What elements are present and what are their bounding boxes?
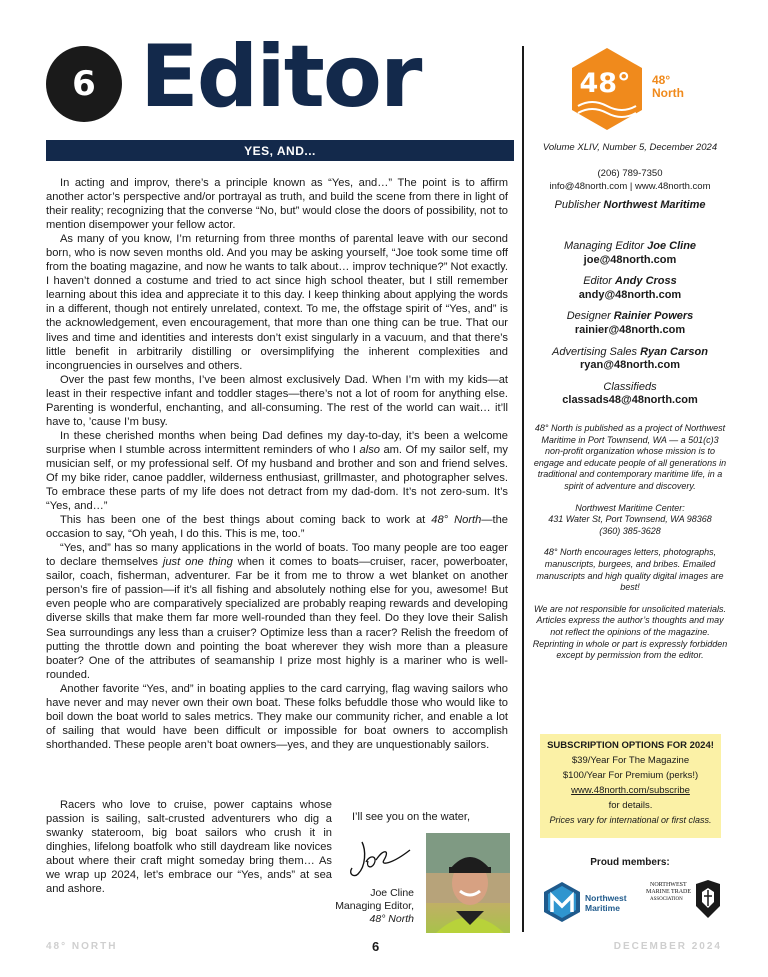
footer-publication: 48° NORTH bbox=[46, 941, 118, 952]
subscription-title: SUBSCRIPTION OPTIONS FOR 2024! bbox=[547, 740, 714, 751]
article-paragraph: In these cherished months when being Dad defines my day-to-day, it’s been a welcome surprise when I stumble across intermittent reminders of who I also am. Of my sailor self, my musician self, or my professional self. Of my husband and brother and son and friend selves. Of my bike rider, canoe paddler, wilderness enthusiast, grillmaster, and photographer selves. To embrace these parts of my life does not detract from my dad-dom. It’s not zero-sum. It’s “Yes, and…” bbox=[46, 429, 508, 513]
contact-info bbox=[532, 167, 728, 193]
svg-text:Maritime: Maritime bbox=[585, 903, 620, 913]
article-body bbox=[46, 176, 508, 752]
staff-email: andy@48north.com bbox=[578, 288, 682, 301]
subscription-note: Prices vary for international or first class. bbox=[549, 815, 712, 825]
author-title: Managing Editor, bbox=[335, 900, 414, 912]
closing-line: I’ll see you on the water, bbox=[352, 811, 471, 823]
staff-email: rainier@48north.com bbox=[574, 323, 686, 336]
subscription-option: $39/Year For The Magazine bbox=[571, 755, 690, 766]
author-photo bbox=[426, 833, 510, 933]
48-north-logo-icon bbox=[568, 46, 646, 132]
northwest-maritime-logo-icon bbox=[542, 880, 634, 924]
subscription-option: $100/Year For Premium (perks!) bbox=[562, 770, 699, 781]
section-heading: YES, AND... bbox=[46, 140, 514, 161]
about-submissions: 48° North encourages letters, photographs, manuscripts, burgees, and bribes. Emailed manuscripts and high quality digital images are best! bbox=[536, 547, 724, 593]
article-paragraph: Racers who love to cruise, power captains whose passion is sailing, salt-crusted adventurers who dig a swanky stateroom, big boat sailors who crush it in dinghies, lifelong boatfolk who still daydream like novices about where their craft might someday bring them… As we wrap up 2024, let’s embrace our “Yes, ands” at sea and ashore. bbox=[46, 799, 332, 896]
column-divider bbox=[522, 46, 524, 932]
page-title: Editor bbox=[140, 27, 421, 127]
svg-text:NORTHWEST: NORTHWEST bbox=[650, 882, 687, 888]
publisher-line: Publisher Northwest Maritime bbox=[554, 199, 706, 211]
footer-page-number: 6 bbox=[372, 939, 380, 954]
proud-members-label: Proud members: bbox=[590, 857, 670, 868]
center-address: Northwest Maritime Center: 431 Water St, Port Townsend, WA 98368 (360) 385-3628 bbox=[548, 502, 712, 536]
marine-trade-association-logo-icon bbox=[644, 876, 724, 924]
article-paragraph: As many of you know, I’m returning from three months of parental leave with our second born, who is now seven months old. And you may be asking yourself, “Joe took some time off from the boating magazine, and now he wants to talk about… improv technique?” Not exactly. I haven’t donned a costume and tried to act since high school theater, but I still remember learning about this idea and appreciate it to this day. I keep thinking about applying the words in a different, though not entirely unrelated, context. To me, the offstage spirit of “Yes, and” is the acknowledgement, even encouragement, that more than one thing can be true. That our lives and time and identities and interests don’t exist singularly in a vacuum, and that there’s little benefit in arbitrarily distilling or oversimplifying the inherent complexities and incongruencies in ourselves and others. bbox=[46, 233, 508, 372]
article-body-narrow bbox=[46, 798, 332, 896]
article-paragraph: Another favorite “Yes, and” in boating applies to the card carrying, flag waving sailors who have never and may never own their own boat. These folks befuddle those who would like to boil down the boat world to sales metrics. They make our community richer, and enable a lot of sailing that would have been difficult or impossible for boat owners to accomplish shorthanded. These people aren’t boat owners—yes, and they are unquestionably sailors. bbox=[46, 682, 508, 751]
subscription-box bbox=[540, 734, 721, 838]
staff-email: joe@48north.com bbox=[583, 253, 677, 266]
svg-text:48°: 48° bbox=[579, 68, 631, 99]
subscription-details: for details. bbox=[608, 800, 653, 811]
staff-entry: Managing Editor Joe Cline joe@48north.com bbox=[532, 240, 728, 267]
staff-entry: Editor Andy Cross andy@48north.com bbox=[532, 275, 728, 302]
staff-entry: Advertising Sales Ryan Carson ryan@48north.com bbox=[532, 346, 728, 373]
article-paragraph: In acting and improv, there’s a principle known as “Yes, and…” The point is to affirm another actor’s perspective and/or portrayal as truth, and build the scene from there in light of their reality; recognizing that the converse “No, but” would close the doors of possibility, not to mention disempower your fellow actor. bbox=[46, 177, 508, 232]
author-publication: 48° North bbox=[369, 913, 414, 925]
subscribe-link[interactable]: www.48north.com/subscribe bbox=[571, 785, 690, 796]
staff-email: classads48@48north.com bbox=[562, 394, 698, 407]
staff-email: ryan@48north.com bbox=[580, 359, 680, 372]
svg-text:ASSOCIATION: ASSOCIATION bbox=[650, 897, 683, 902]
staff-entry: Classifieds classads48@48north.com bbox=[532, 381, 728, 408]
staff-entry: Designer Rainier Powers rainier@48north.com bbox=[532, 310, 728, 337]
footer-issue-date: DECEMBER 2024 bbox=[613, 941, 722, 952]
staff-list bbox=[532, 240, 728, 416]
signature-block bbox=[318, 887, 414, 926]
svg-text:MARINE TRADE: MARINE TRADE bbox=[646, 889, 692, 895]
person-photo-icon bbox=[426, 833, 510, 933]
contact-emails: info@48north.com | www.48north.com bbox=[549, 181, 711, 192]
svg-text:Northwest: Northwest bbox=[585, 893, 627, 903]
volume-info: Volume XLIV, Number 5, December 2024 bbox=[542, 142, 718, 153]
phone-number: (206) 789-7350 bbox=[597, 168, 663, 179]
page-number-badge: 6 bbox=[46, 46, 122, 122]
logo-wordmark: 48° North bbox=[652, 73, 684, 100]
about-disclaimer: We are not responsible for unsolicited materials. Articles express the author’s thoughts and may not reflect the opinions of the magazine. Reprinting in whole or part is expressly forbidden except by permission from the editor. bbox=[532, 603, 728, 661]
article-paragraph: “Yes, and” has so many applications in the world of boats. Too many people are too eager to declare themselves just one thing when it comes to boats—cruiser, racer, powerboater, sailor, coach, fisherman, adventurer. Far be it from me to throw a wet blanket on another person’s fire of passion—if it’s all fishing and absolutely nothing else for you, awesome! But even people who are comparatively specialized are probably reaping rewards and developing diverse skills that make them far more well-rounded than they feel. Do they love their Salish Sea surroundings any less than a cruiser? Optimize less than a racer? Relish the freedom of putting the throttle down and pointing the boat wherever they wish more than a pleasure boater? One of the attributes of seamanship I prize most highly is a mariner who is well-rounded. bbox=[46, 542, 508, 681]
about-mission: 48° North is published as a project of Northwest Maritime in Port Townsend, WA — a 501(c)3 non-profit organization whose mission is to engage and educate people of all generations in traditional and contemporary maritime life, in a spirit of adventure and discovery. bbox=[533, 423, 727, 491]
author-name: Joe Cline bbox=[370, 887, 414, 899]
signature-image bbox=[344, 836, 414, 880]
article-paragraph: Over the past few months, I’ve been almost exclusively Dad. When I’m with my kids—at least in their respective infant and toddler stages—there’s not a lot of room for anything else. Parenting is wonderful, enchanting, and all-consuming. The rest of the world can wait… it’ll have to, ’cause I’m busy. bbox=[46, 373, 508, 428]
article-paragraph: This has been one of the best things about coming back to work at 48° North—the occasion to say, “Oh yeah, I do this. This is me, too.” bbox=[46, 514, 508, 541]
about-text bbox=[532, 423, 728, 672]
